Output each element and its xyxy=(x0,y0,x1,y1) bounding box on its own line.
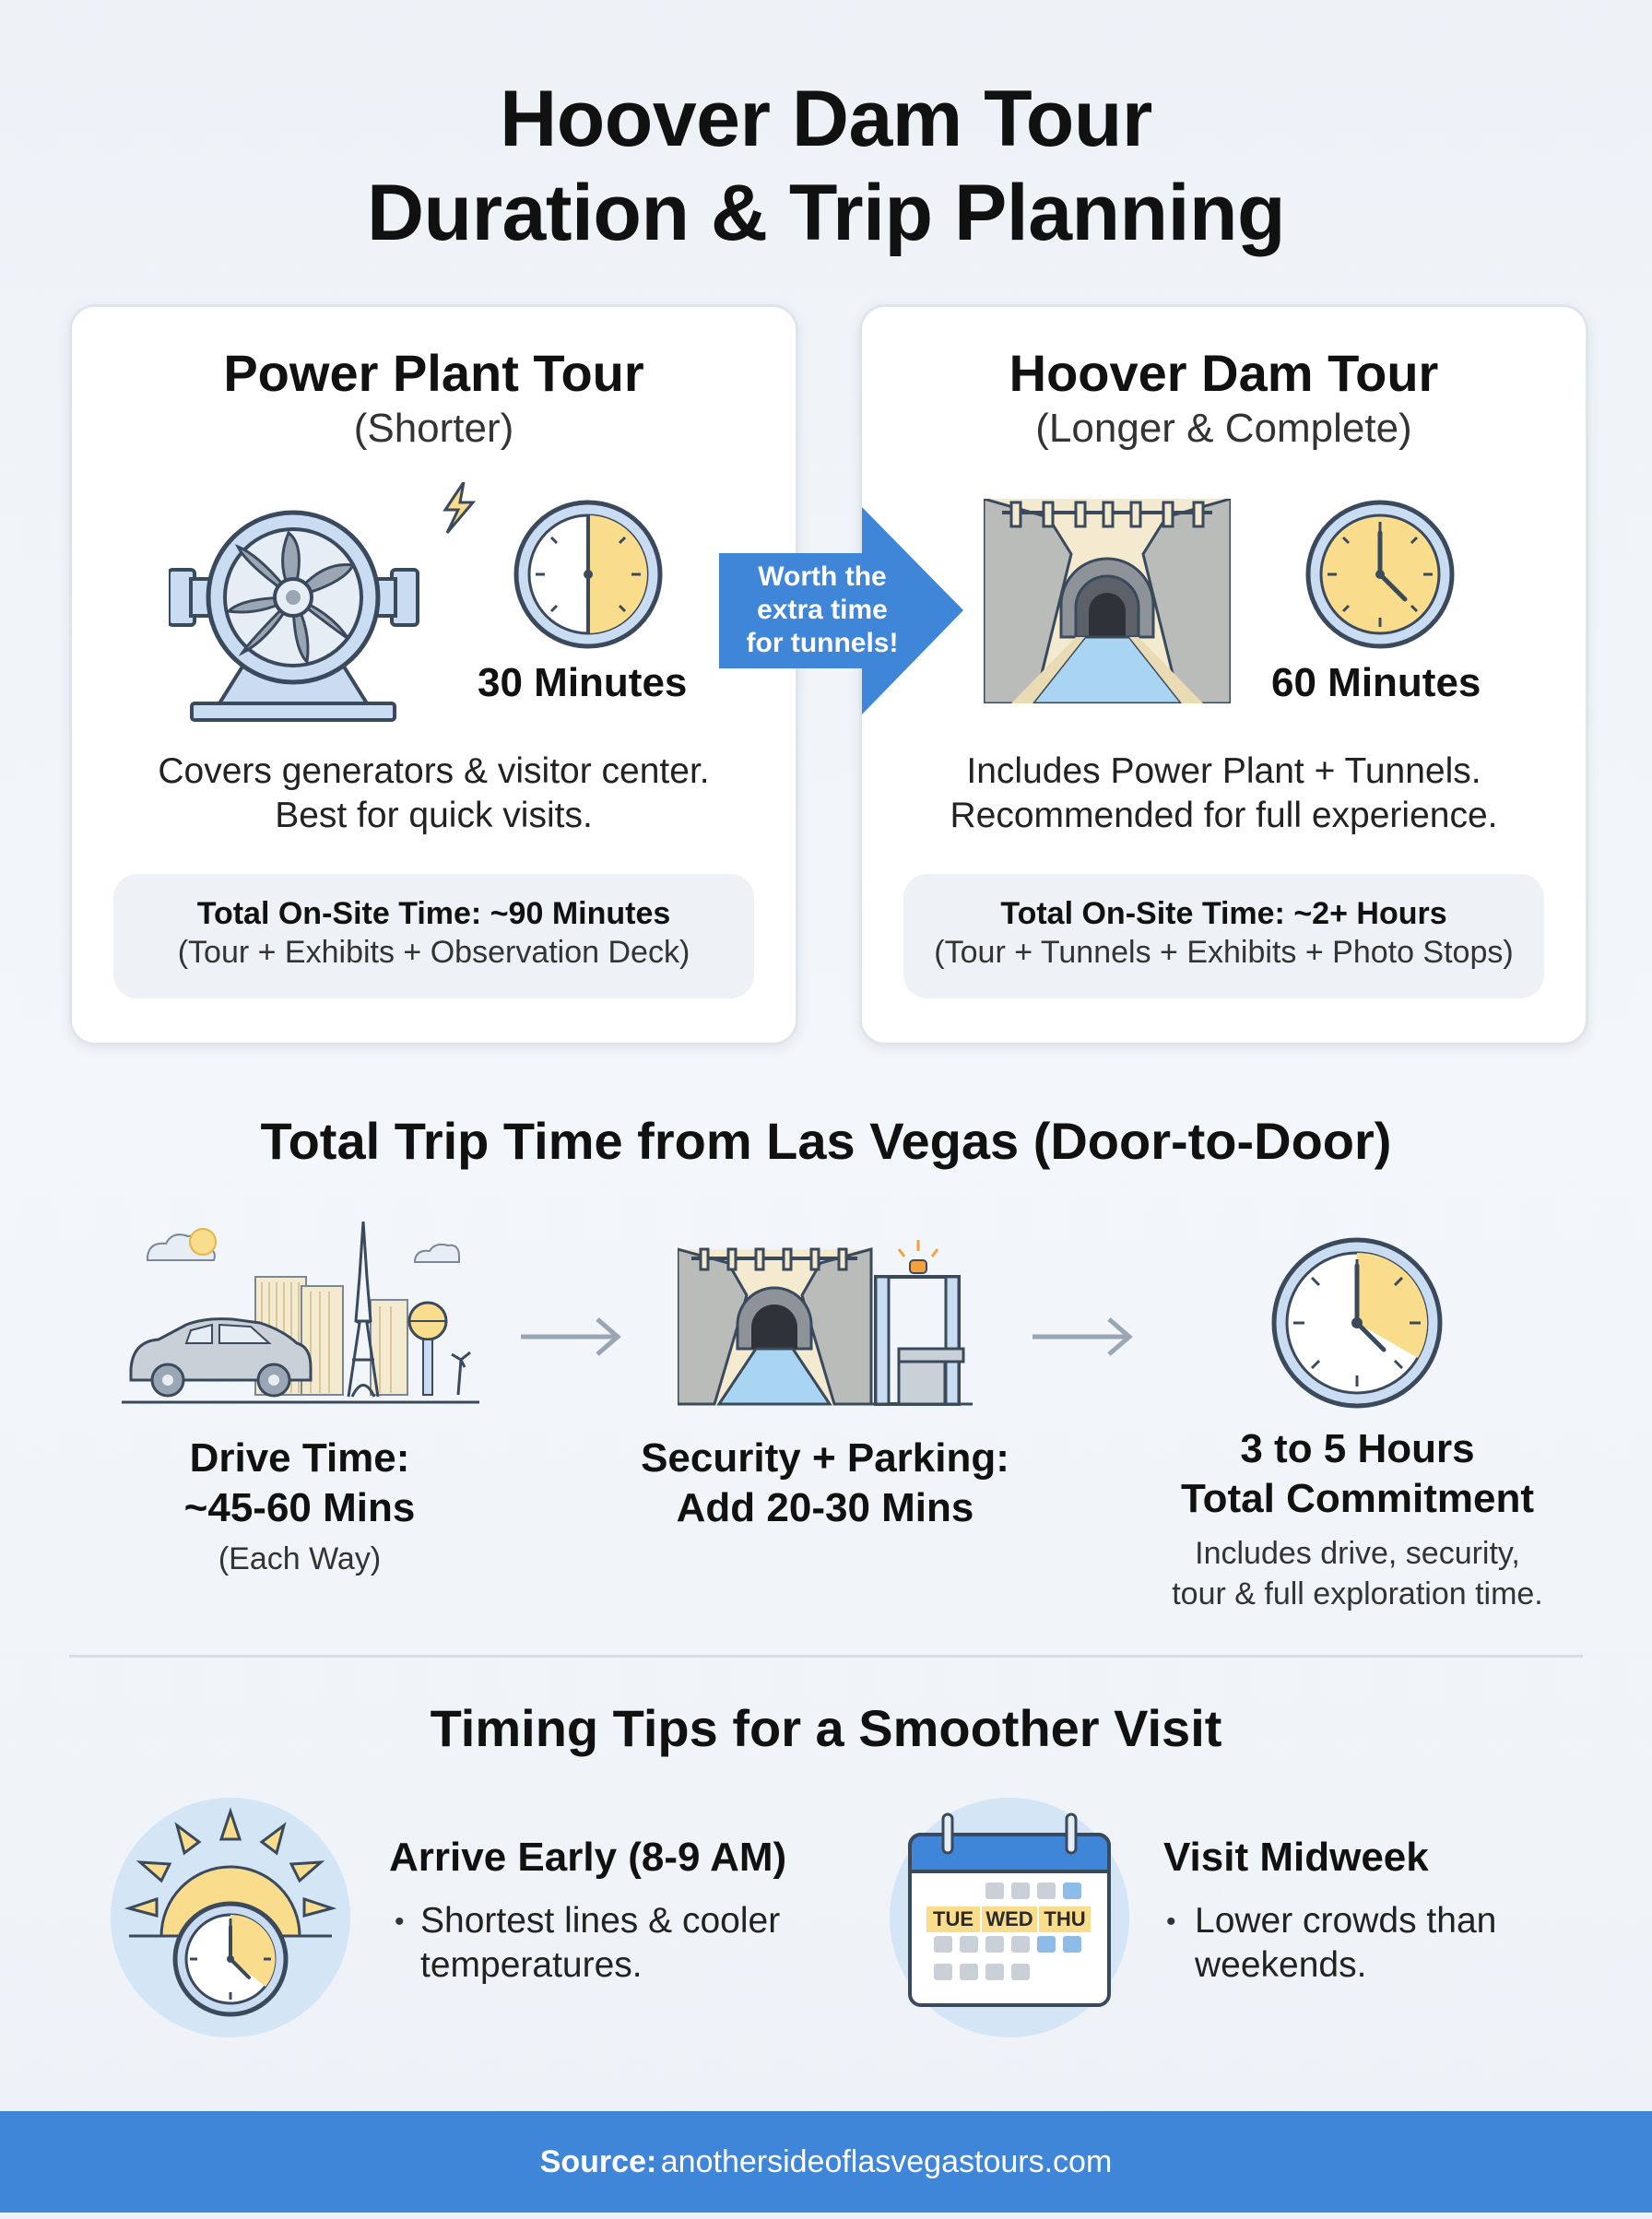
step-title-line-2: ~45-60 Mins xyxy=(183,1485,416,1530)
calendar-day-tue: TUE xyxy=(933,1907,974,1930)
card-subtitle: (Shorter) xyxy=(353,406,514,451)
vegas-drive-icon xyxy=(122,1222,479,1406)
page-title xyxy=(0,72,1652,260)
generator-icon xyxy=(169,482,501,722)
onsite-time-box xyxy=(903,874,1544,998)
callout-line-1: Worth the xyxy=(758,561,887,592)
step-title-line-2: Add 20-30 Mins xyxy=(676,1485,974,1530)
onsite-time-detail: (Tour + Tunnels + Exhibits + Photo Stops) xyxy=(934,935,1514,970)
onsite-time-title: Total On-Site Time: ~90 Minutes xyxy=(196,896,671,931)
duration-label: 60 Minutes xyxy=(1271,660,1481,705)
card-description xyxy=(72,750,796,838)
tip-title: Arrive Early (8-9 AM) xyxy=(389,1835,787,1880)
card-subtitle: (Longer & Complete) xyxy=(1035,406,1412,451)
total-time-clock-icon xyxy=(1268,1233,1446,1412)
desc-line-2: Best for quick visits. xyxy=(275,796,593,835)
callout-text xyxy=(721,561,924,660)
power-plant-tour-card xyxy=(69,304,798,1045)
step-note-line-2: tour & full exploration time. xyxy=(1172,1576,1543,1611)
onsite-time-box xyxy=(113,874,754,998)
desc-line-1: Includes Power Plant + Tunnels. xyxy=(966,751,1481,791)
step-note: (Each Way) xyxy=(218,1541,382,1576)
drive-time-step xyxy=(115,1434,484,1579)
security-checkpoint-icon xyxy=(678,1240,982,1406)
arrow-right-icon xyxy=(1028,1314,1139,1360)
card-title: Power Plant Tour xyxy=(223,344,644,402)
card-title: Hoover Dam Tour xyxy=(1009,344,1439,402)
step-title-line-2: Total Commitment xyxy=(1181,1476,1534,1521)
callout-line-2: extra time xyxy=(757,595,888,625)
bullet-dot: • xyxy=(395,1906,405,1937)
sunrise-clock-icon xyxy=(111,1798,350,2037)
callout-line-3: for tunnels! xyxy=(746,628,899,658)
source-link[interactable]: anothersideoflasvegastours.com xyxy=(660,2144,1113,2179)
section-divider xyxy=(69,1655,1583,1658)
desc-line-2: Recommended for full experience. xyxy=(950,796,1498,835)
source-footer xyxy=(0,2111,1652,2213)
onsite-time-detail: (Tour + Exhibits + Observation Deck) xyxy=(177,935,690,970)
dam-tunnel-icon xyxy=(984,499,1231,703)
title-line-1: Hoover Dam Tour xyxy=(500,75,1152,163)
tip-text-line-1: Shortest lines & cooler xyxy=(420,1901,781,1941)
tips-section-title: Timing Tips for a Smoother Visit xyxy=(430,1699,1222,1757)
calendar-day-wed: WED xyxy=(985,1907,1033,1930)
hoover-dam-tour-card xyxy=(859,304,1588,1045)
tip-text xyxy=(1195,1899,1496,1988)
step-title-line-1: Security + Parking: xyxy=(641,1435,1009,1481)
security-parking-step xyxy=(599,1434,1051,1533)
title-line-2: Duration & Trip Planning xyxy=(366,169,1286,257)
source-label: Source: xyxy=(539,2144,657,2179)
tip-text-line-2: temperatures. xyxy=(420,1945,643,1985)
calendar-day-thu: THU xyxy=(1044,1907,1086,1930)
total-commitment-step xyxy=(1125,1424,1590,1614)
step-title-line-1: 3 to 5 Hours xyxy=(1240,1426,1475,1471)
duration-label: 30 Minutes xyxy=(478,660,688,705)
step-title-line-1: Drive Time: xyxy=(189,1435,410,1481)
trip-section-title: Total Trip Time from Las Vegas (Door-to-Door) xyxy=(260,1112,1392,1170)
onsite-time-title: Total On-Site Time: ~2+ Hours xyxy=(1000,896,1447,931)
bullet-dot: • xyxy=(1166,1906,1176,1937)
tip-title: Visit Midweek xyxy=(1163,1835,1429,1880)
tip-text-line-1: Lower crowds than xyxy=(1195,1901,1497,1941)
clock-60-icon xyxy=(1302,496,1458,653)
arrow-right-icon xyxy=(516,1314,627,1360)
tip-text-line-2: weekends. xyxy=(1195,1945,1367,1985)
calendar-icon xyxy=(890,1798,1129,2037)
clock-30-icon xyxy=(510,496,667,653)
step-note-line-1: Includes drive, security, xyxy=(1195,1536,1520,1571)
tip-text xyxy=(420,1899,780,1988)
card-description xyxy=(862,750,1586,838)
desc-line-1: Covers generators & visitor center. xyxy=(158,751,710,791)
